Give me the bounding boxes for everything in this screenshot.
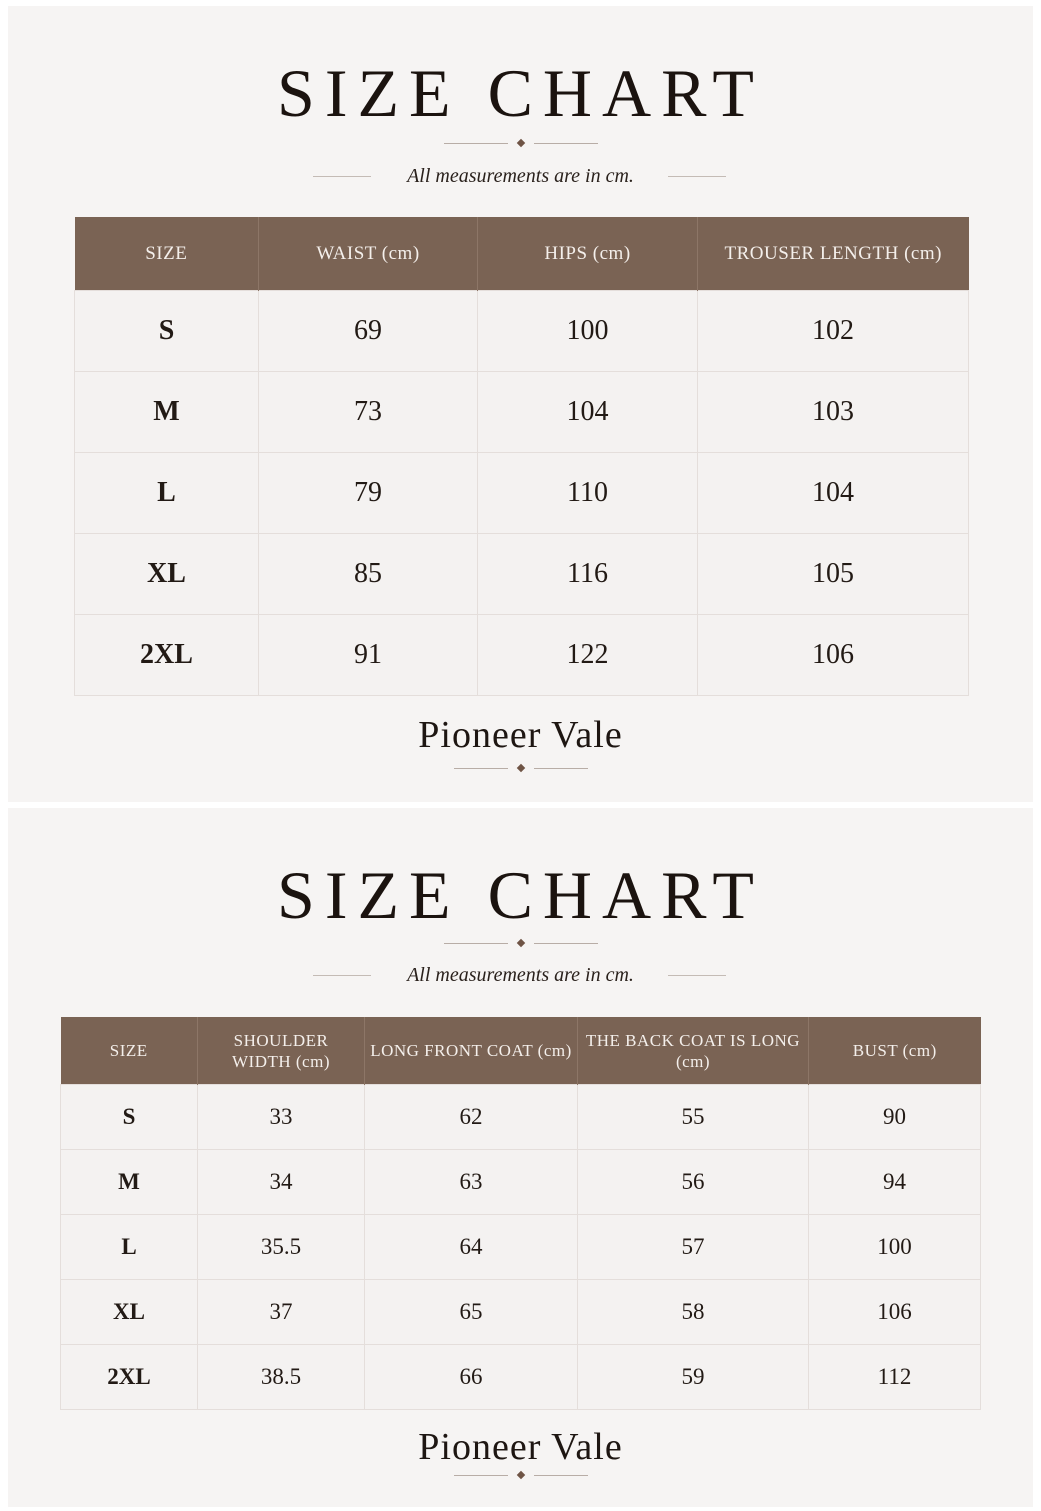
trouser-length-cell: 102	[698, 291, 969, 372]
trouser-length-cell: 103	[698, 372, 969, 453]
hips-cell: 122	[478, 615, 698, 696]
front-coat-cell: 62	[365, 1085, 578, 1150]
size-cell: M	[75, 372, 259, 453]
back-coat-cell: 55	[578, 1085, 809, 1150]
front-coat-cell: 64	[365, 1215, 578, 1280]
diamond-icon	[516, 139, 524, 147]
column-header: TROUSER LENGTH (cm)	[698, 217, 969, 291]
table-header-row	[61, 1017, 981, 1085]
table-header-row	[75, 217, 969, 291]
table-row	[61, 1280, 981, 1345]
column-header: SIZE	[75, 217, 259, 291]
measurement-note: All measurements are in cm.	[407, 165, 634, 187]
size-table-coat	[60, 1017, 981, 1410]
diamond-icon	[516, 1471, 524, 1479]
waist-cell: 85	[259, 534, 478, 615]
trouser-length-cell: 105	[698, 534, 969, 615]
table-row	[75, 372, 969, 453]
shoulder-cell: 38.5	[198, 1345, 365, 1410]
bust-cell: 100	[809, 1215, 981, 1280]
bust-cell: 94	[809, 1150, 981, 1215]
waist-cell: 79	[259, 453, 478, 534]
size-cell: S	[75, 291, 259, 372]
subtitle-row	[8, 164, 1033, 188]
back-coat-cell: 56	[578, 1150, 809, 1215]
trouser-length-cell: 106	[698, 615, 969, 696]
bust-cell: 90	[809, 1085, 981, 1150]
column-header: SHOULDER WIDTH (cm)	[198, 1017, 365, 1085]
column-header: WAIST (cm)	[259, 217, 478, 291]
back-coat-cell: 57	[578, 1215, 809, 1280]
waist-cell: 91	[259, 615, 478, 696]
size-cell: S	[61, 1085, 198, 1150]
column-header: LONG FRONT COAT (cm)	[365, 1017, 578, 1085]
back-coat-cell: 58	[578, 1280, 809, 1345]
front-coat-cell: 63	[365, 1150, 578, 1215]
brand-ornament	[444, 764, 598, 774]
table-row	[61, 1215, 981, 1280]
hips-cell: 116	[478, 534, 698, 615]
size-cell: 2XL	[75, 615, 259, 696]
table-row	[75, 534, 969, 615]
column-header: HIPS (cm)	[478, 217, 698, 291]
front-coat-cell: 65	[365, 1280, 578, 1345]
size-chart-panel-trousers	[8, 6, 1033, 802]
shoulder-cell: 33	[198, 1085, 365, 1150]
diamond-icon	[516, 939, 524, 947]
title-ornament	[444, 139, 598, 149]
size-cell: M	[61, 1150, 198, 1215]
size-cell: L	[75, 453, 259, 534]
back-coat-cell: 59	[578, 1345, 809, 1410]
size-chart-panel-coat	[8, 808, 1033, 1507]
brand-ornament	[444, 1471, 598, 1481]
brand-name: Pioneer Vale	[418, 714, 623, 756]
column-header: THE BACK COAT IS LONG (cm)	[578, 1017, 809, 1085]
trouser-length-cell: 104	[698, 453, 969, 534]
brand-name: Pioneer Vale	[418, 1426, 623, 1468]
bust-cell: 112	[809, 1345, 981, 1410]
waist-cell: 69	[259, 291, 478, 372]
measurement-note: All measurements are in cm.	[407, 964, 634, 986]
shoulder-cell: 37	[198, 1280, 365, 1345]
diamond-icon	[516, 764, 524, 772]
table-row	[61, 1345, 981, 1410]
hips-cell: 110	[478, 453, 698, 534]
column-header: SIZE	[61, 1017, 198, 1085]
subtitle-row	[8, 963, 1033, 987]
table-row	[75, 615, 969, 696]
table-row	[75, 291, 969, 372]
title-ornament	[444, 939, 598, 949]
bust-cell: 106	[809, 1280, 981, 1345]
hips-cell: 100	[478, 291, 698, 372]
size-cell: 2XL	[61, 1345, 198, 1410]
size-cell: XL	[61, 1280, 198, 1345]
table-row	[61, 1085, 981, 1150]
shoulder-cell: 35.5	[198, 1215, 365, 1280]
chart-title: SIZE CHART	[277, 857, 764, 933]
table-row	[61, 1150, 981, 1215]
size-table-trousers	[74, 217, 969, 696]
chart-title: SIZE CHART	[277, 55, 764, 131]
waist-cell: 73	[259, 372, 478, 453]
front-coat-cell: 66	[365, 1345, 578, 1410]
size-cell: XL	[75, 534, 259, 615]
table-row	[75, 453, 969, 534]
shoulder-cell: 34	[198, 1150, 365, 1215]
column-header: BUST (cm)	[809, 1017, 981, 1085]
size-cell: L	[61, 1215, 198, 1280]
hips-cell: 104	[478, 372, 698, 453]
